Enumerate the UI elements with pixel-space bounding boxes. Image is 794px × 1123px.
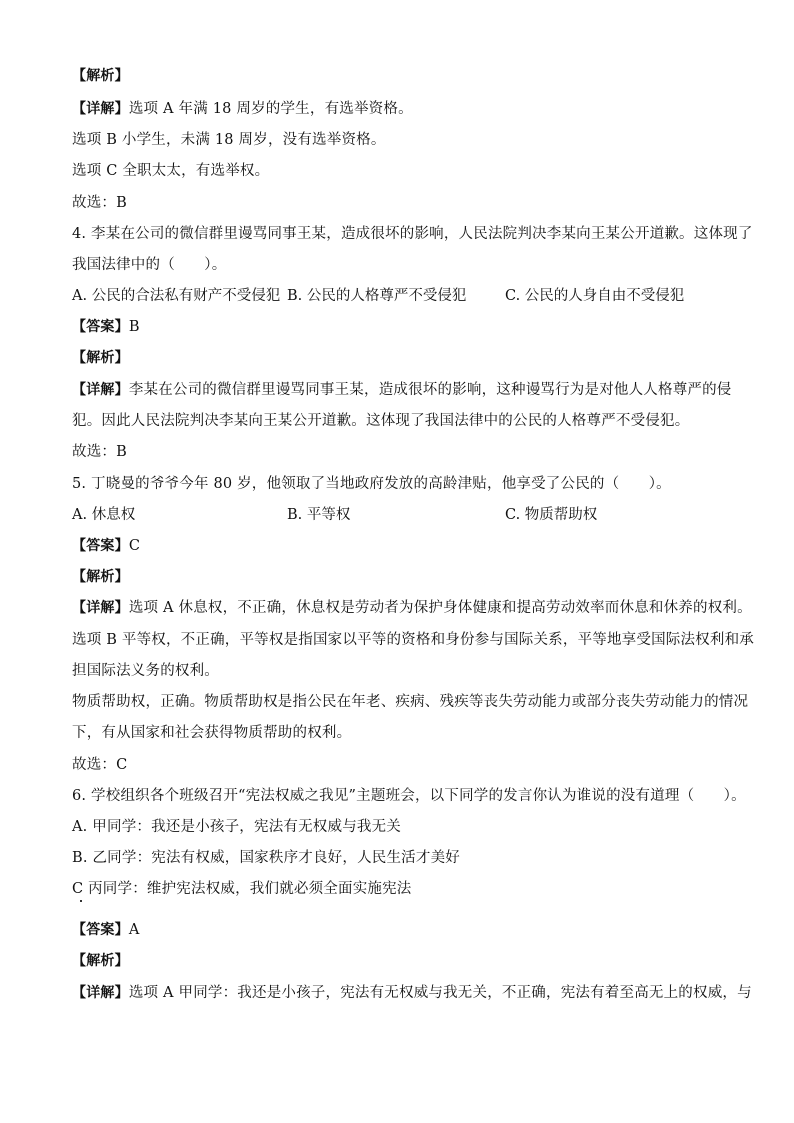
detail-paragraph: 【详解】选项 A 甲同学：我还是小孩子，宪法有无权威与我无关，不正确，宪法有着至高无上的权威，与 (72, 985, 752, 1001)
text-line: 选项 B 小学生，未满 18 周岁，没有选举资格。 (72, 132, 386, 148)
answer-line: 【答案】A (72, 922, 140, 938)
answer-line: 【答案】C (72, 538, 141, 554)
answer-choice-line: 故选：B (72, 195, 127, 211)
text-line: 下，有从国家和社会获得物质帮助的权利。 (72, 725, 352, 741)
q4-option-b: B. 公民的人格尊严不受侵犯 (287, 288, 467, 304)
text-line: 物质帮助权，正确。物质帮助权是指公民在年老、疾病、残疾等丧失劳动能力或部分丧失劳动能力的情况 (72, 694, 749, 710)
q5-option-b: B. 平等权 (287, 507, 351, 523)
analysis-heading: 【解析】 (72, 350, 129, 366)
text-line: 犯。因此人民法院判决李某向王某公开道歉。这体现了我国法律中的公民的人格尊严不受侵犯。 (72, 413, 690, 429)
text-line: 选项 C 全职太太，有选举权。 (72, 163, 270, 179)
question-4-text: 4. 李某在公司的微信群里谩骂同事王某，造成很坏的影响，人民法院判决李某向王某公开道歉。这体现了 (72, 226, 753, 242)
detail-paragraph: 【详解】李某在公司的微信群里谩骂同事王某，造成很坏的影响，这种谩骂行为是对他人人格尊严的侵 (72, 382, 732, 398)
q4-option-a: A. 公民的合法私有财产不受侵犯 (72, 288, 281, 304)
analysis-heading: 【解析】 (72, 68, 129, 84)
analysis-heading: 【解析】 (72, 953, 129, 969)
detail-paragraph: 【详解】选项 A 休息权，不正确，休息权是劳动者为保护身体健康和提高劳动效率而休息和休养的权利。 (72, 600, 752, 616)
answer-line: 【答案】B (72, 319, 140, 335)
text-line: 担国际法义务的权利。 (72, 663, 219, 679)
text-line: 选项 B 平等权，不正确，平等权是指国家以平等的资格和身份参与国际关系，平等地享受国际法权利和承 (72, 632, 754, 648)
answer-choice-line: 故选：C (72, 757, 128, 773)
q4-option-c: C. 公民的人身自由不受侵犯 (505, 288, 685, 304)
question-6-text: 6. 学校组织各个班级召开“宪法权威之我见”主题班会，以下同学的发言你认为谁说的没有道理（ ）。 (72, 788, 746, 804)
q6-option-a: A. 甲同学：我还是小孩子，宪法有无权威与我无关 (72, 819, 401, 835)
q5-option-a: A. 休息权 (72, 507, 136, 523)
analysis-heading: 【解析】 (72, 569, 129, 585)
q6-option-b: B. 乙同学：宪法有权威，国家秩序才良好，人民生活才美好 (72, 850, 460, 866)
answer-choice-line: 故选：B (72, 444, 127, 460)
stray-mark (80, 900, 82, 902)
detail-paragraph: 【详解】选项 A 年满 18 周岁的学生，有选举资格。 (72, 101, 413, 117)
q6-option-c: C 丙同学：维护宪法权威，我们就必须全面实施宪法 (72, 881, 412, 897)
q5-option-c: C. 物质帮助权 (505, 507, 598, 523)
question-4-text-cont: 我国法律中的（ ）。 (72, 257, 227, 273)
question-5-text: 5. 丁晓曼的爷爷今年 80 岁，他领取了当地政府发放的高龄津贴，他享受了公民的（ ）。 (72, 476, 671, 492)
